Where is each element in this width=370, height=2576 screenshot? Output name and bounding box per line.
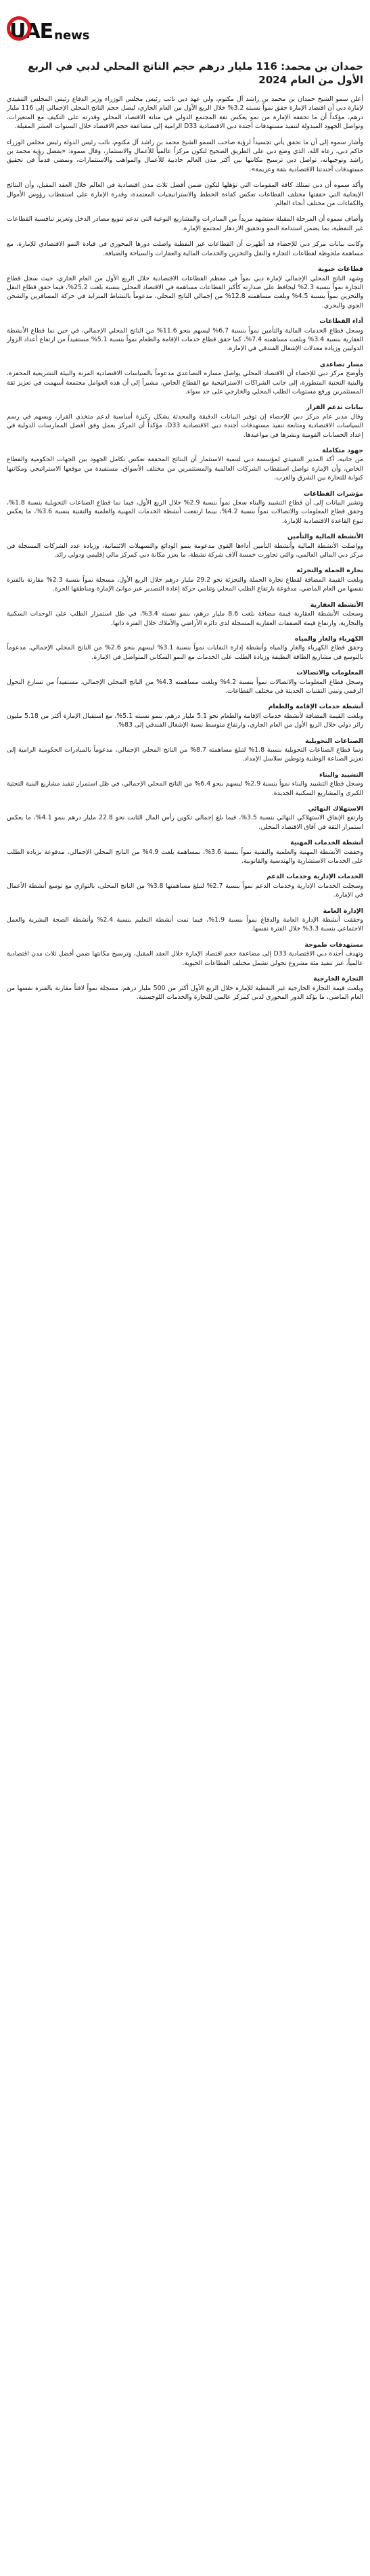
section-subheading: مسار تصاعدي — [319, 360, 363, 368]
section-paragraph: وارتفع الإنفاق الاستهلاكي النهائي بنسبة 3.5%، فيما بلغ إجمالي تكوين رأس المال الثابت نحو 22.8 مليار درهم بنمو 4.1%، ما يعكس استمرار الثقة في آفاق الاقتصاد المحلي. — [7, 814, 363, 831]
section-subheading: المعلومات والاتصالات — [296, 669, 363, 677]
section-subheading: الإدارة العامة — [323, 907, 363, 915]
section-paragraph: وتهدف أجندة دبي الاقتصادية D33 إلى مضاعفة حجم اقتصاد الإمارة خلال العقد المقبل، وترسيخ مكانتها ضمن أفضل ثلاث مدن اقتصادية عالمياً، عبر تنفيذ مئة مشروع تحولي تشمل مختلف القطاعات الحيوية. — [7, 950, 363, 967]
section-subheading: التشييد والبناء — [319, 771, 363, 779]
logo-suffix: news — [54, 28, 90, 43]
section-subheading: مؤشرات القطاعات — [303, 490, 363, 498]
section-paragraph: وسجل قطاع الخدمات المالية والتأمين نمواً بنسبة 6.7% ليسهم بنحو 11.6% من الناتج المحلي الإجمالي، في حين نما قطاع الأنشطة العقارية بنسبة 3.4% وبلغت مساهمته 7.4%، كما حقق قطاع خدمات الإقامة والطعام نمواً بنسبة 5.1% مستفيداً من ارتفاع أعداد الزوار الدوليين وزيادة معدلات الإشغال الفندقي في الإمارة. — [7, 326, 363, 353]
section-subheading: أنشطة خدمات الإقامة والطعام — [268, 703, 363, 711]
section-subheading: أنشطة الخدمات المهنية — [290, 839, 363, 847]
article-paragraph: وكانت بيانات مركز دبي للإحصاء قد أظهرت أن القطاعات غير النفطية واصلت دورها المحوري في قيادة النمو الاقتصادي للإمارة، مع مساهمة ملحوظة لقطاعات التجارة والنقل والتخزين والخدمات المالية والعقارات والسياحة والضيافة. — [7, 240, 363, 257]
section-subheading: تجارة الجملة والتجزئة — [296, 567, 363, 575]
section-paragraph: وسجلت الأنشطة العقارية قيمة مضافة بلغت 8.6 مليار درهم، بنمو نسبته 3.4%، في ظل استمرار الطلب على الوحدات السكنية والتجارية، وارتفاع قيمة الصفقات العقارية المسجلة لدى دائرة الأراضي والأملاك خلال الفترة ذاتها. — [7, 610, 363, 627]
uae-news-logo[interactable] — [7, 16, 90, 43]
section-subheading: الاستهلاك النهائي — [308, 805, 363, 813]
section-paragraph: من جانبه، أكد المدير التنفيذي لمؤسسة دبي لتنمية الاستثمار أن النتائج المحققة تعكس تكامل الجهود بين الجهات الحكومية والقطاع الخاص، وأن الإمارة تواصل استقطاب الشركات العالمية والمستثمرين من مختلف الأسواق، مستفيدة من موقعها الاستراتيجي ومكانتها كبوابة للتجارة بين الشرق والغرب. — [7, 456, 363, 482]
section-subheading: الخدمات الإدارية وخدمات الدعم — [267, 873, 363, 881]
section-paragraph: وأوضح مركز دبي للإحصاء أن الاقتصاد المحلي يواصل مساره التصاعدي مدعوماً بالسياسات الاقتصادية المرنة والبيئة التشريعية المحفزة، والبنية التحتية المتطورة، إلى جانب الشراكات الاستراتيجية مع القطاع الخاص، مشيراً إلى أن هذه العوامل مجتمعة أسهمت في تعزيز ثقة المستثمرين ورفع مستويات الطلب المحلي والخارجي على حد سواء. — [7, 370, 363, 395]
section-subheading: مستهدفات طموحة — [304, 941, 363, 949]
article-body — [7, 95, 363, 1002]
section-paragraph: وحقق قطاع الكهرباء والغاز والمياه وأنشطة إدارة النفايات نمواً بنسبة 3.1% ليسهم بنحو 2.6% من الناتج المحلي الإجمالي، مدعوماً بالتوسع في مشاريع الطاقة النظيفة وزيادة الطلب على الخدمات مع النمو السكاني المتواصل في الإمارة. — [7, 644, 363, 661]
logo-ring-icon — [7, 16, 34, 43]
section-paragraph: وواصلت الأنشطة المالية وأنشطة التأمين أداءها القوي مدعومة بنمو الودائع والتسهيلات الائتمانية، وزيادة عدد الشركات المسجلة في مركز دبي المالي العالمي، والتي تجاوزت خمسة آلاف شركة نشطة، ما يعزز مكانة دبي كمركز مالي إقليمي ودولي رائد. — [7, 542, 363, 559]
section-paragraph: وسجل قطاع التشييد والبناء نمواً بنسبة 2.9% ليسهم بنحو 6.4% من الناتج المحلي الإجمالي، في ظل استمرار تنفيذ مشاريع البنية التحتية الكبرى والمشاريع السكنية الجديدة. — [7, 780, 363, 797]
masthead — [7, 9, 363, 50]
section-subheading: التجارة الخارجية — [313, 975, 363, 983]
section-subheading: أداء القطاعات — [319, 318, 363, 326]
section-subheading: قطاعات حيوية — [317, 265, 363, 274]
section-paragraph: وبلغت القيمة المضافة لأنشطة خدمات الإقامة والطعام نحو 5.1 مليار درهم، بنمو نسبته 5.1%، مع استقبال الإمارة أكثر من 5.18 مليون زائر دولي خلال الربع الأول من العام الجاري، وارتفاع متوسط نسبة الإشغال الفندقي إلى 83%. — [7, 712, 363, 729]
section-subheading: جهود متكاملة — [322, 447, 363, 454]
section-paragraph: وبلغت القيمة المضافة لقطاع تجارة الجملة والتجزئة نحو 29.2 مليار درهم خلال الربع الأول، مسجلة نمواً بنسبة 2.3% مقارنة بالفترة نفسها من العام الماضي، مدفوعة بارتفاع الطلب المحلي وتنامي حركة إعادة التصدير عبر موانئ الإمارة ومناطقها الحرة. — [7, 576, 363, 593]
article-paragraph: وأشار سموه إلى أن ما تحقق يأتي تجسيداً لرؤية صاحب السمو الشيخ محمد بن راشد آل مكتوم، نائب رئيس الدولة رئيس مجلس الوزراء حاكم دبي، رعاه الله، الذي وضع دبي على الطريق الصحيح لتكون مركزاً عالمياً للأعمال والاستثمار، وقال سموه: «بفضل رؤية محمد بن راشد وتوجيهاته، تواصل دبي ترسيخ مكانتها بين أكثر مدن العالم جاذبية للأعمال والمواهب والاستثمارات، ونمضي قدماً في تحقيق مستهدفات أجندتنا الاقتصادية بثقة وعزيمة». — [7, 138, 363, 173]
article-paragraph: وأكد سموه أن دبي تمتلك كافة المقومات التي تؤهلها لتكون ضمن أفضل ثلاث مدن اقتصادية في العالم خلال العقد المقبل، وأن النتائج الإيجابية التي حققتها مختلف القطاعات تعكس كفاءة الخطط والاستراتيجيات المعتمدة، وقدرة الإمارة على استقطاب رؤوس الأموال والكفاءات من مختلف أنحاء العالم. — [7, 181, 363, 208]
section-paragraph: وشهد الناتج المحلي الإجمالي لإمارة دبي نمواً في معظم القطاعات الاقتصادية خلال الربع الأول من العام الجاري، حيث سجل قطاع التجارة نمواً بنسبة 2.3% ليحافظ على صدارته كأكبر القطاعات مساهمة في الاقتصاد المحلي بنسبة بلغت 25.2%، فيما حقق قطاع النقل والتخزين نمواً بنسبة 4.5% وبلغت مساهمته 12.8% من إجمالي الناتج المحلي، مدعوماً بالنشاط المتزايد في حركة المسافرين والشحن الجوي والبحري. — [7, 274, 363, 309]
section-paragraph: وتشير البيانات إلى أن قطاع التشييد والبناء سجل نمواً بنسبة 2.9% خلال الربع الأول، فيما نما قطاع الصناعات التحويلية بنسبة 1.8%، وحقق قطاع المعلومات والاتصالات نمواً بنسبة 4.2%، بينما ارتفعت أنشطة الخدمات المهنية والعلمية والتقنية بنسبة 3.6%، ما يعكس تنوع القاعدة الاقتصادية للإمارة. — [7, 499, 363, 525]
article-paragraph: أعلن سمو الشيخ حمدان بن محمد بن راشد آل مكتوم، ولي عهد دبي نائب رئيس مجلس الوزراء وزير الدفاع رئيس المجلس التنفيذي لإمارة دبي أن اقتصاد الإمارة حقق نمواً نسبته 3.2% خلال الربع الأول من العام الجاري، ليصل حجم الناتج المحلي الإجمالي إلى 116 مليار درهم، مؤكداً أن ما تحققه الإمارة من نمو يعكس ثقة المجتمع الدولي في متانة الاقتصاد المحلي وقدرته على التكيف مع المتغيرات، وتواصل الجهود المبذولة لتنفيذ مستهدفات أجندة دبي الاقتصادية D33 الرامية إلى مضاعفة حجم الاقتصاد خلال السنوات العشر المقبلة. — [7, 95, 363, 131]
section-subheading: الأنشطة العقارية — [310, 601, 363, 609]
section-paragraph: وقال مدير عام مركز دبي للإحصاء إن توفير البيانات الدقيقة والمحدثة يشكل ركيزة أساسية لدعم متخذي القرار، ويسهم في رسم السياسات الاقتصادية ومتابعة تنفيذ مستهدفات أجندة دبي الاقتصادية D33، مؤكداً أن المركز يعمل وفق أفضل الممارسات الدولية في إعداد الحسابات القومية ونشرها في مواعيدها. — [7, 412, 363, 439]
section-subheading: بيانات تدعم القرار — [306, 404, 363, 412]
section-subheading: الأنشطة المالية والتأمين — [287, 533, 363, 541]
section-paragraph: وبلغت قيمة التجارة الخارجية غير النفطية للإمارة خلال الربع الأول أكثر من 500 مليار درهم، مسجلة نمواً لافتاً مقارنة بالفترة نفسها من العام الماضي، ما يؤكد الدور المحوري لدبي كمركز عالمي للتجارة والخدمات اللوجستية. — [7, 984, 363, 1001]
logo-text: UAE — [9, 20, 53, 43]
section-paragraph: وحققت الأنشطة المهنية والعلمية والتقنية نمواً بنسبة 3.6%، بمساهمة بلغت 4.9% من الناتج المحلي الإجمالي، مدفوعة بزيادة الطلب على الخدمات الاستشارية والهندسية والقانونية. — [7, 848, 363, 865]
section-subheading: الكهرباء والغاز والمياه — [294, 635, 363, 643]
section-paragraph: وحققت أنشطة الإدارة العامة والدفاع نمواً بنسبة 1.9%، فيما نمت أنشطة التعليم بنسبة 2.4% وأنشطة الصحة البشرية والعمل الاجتماعي بنسبة 3.3% خلال الفترة نفسها. — [7, 916, 363, 933]
article-page — [0, 0, 370, 1022]
article-paragraph: وأضاف سموه أن المرحلة المقبلة ستشهد مزيداً من المبادرات والمشاريع النوعية التي تدعم تنويع مصادر الدخل وتعزيز تنافسية القطاعات غير النفطية، بما يضمن استدامة النمو وتحقيق الازدهار لمجتمع الإمارة. — [7, 215, 363, 232]
article-headline: حمدان بن محمد: 116 مليار درهم حجم الناتج المحلي لدبي في الربع الأول من العام 2024 — [28, 60, 363, 86]
section-paragraph: وسجلت الخدمات الإدارية وخدمات الدعم نمواً بنسبة 2.7% لتبلغ مساهمتها 3.8% من الناتج المحلي، بالتوازي مع توسع أنشطة الأعمال في الإمارة. — [7, 882, 363, 899]
section-paragraph: وسجل قطاع المعلومات والاتصالات نمواً بنسبة 4.2% وبلغت مساهمته 4.3% من الناتج المحلي الإجمالي، مستفيداً من تسارع التحول الرقمي وتبني التقنيات الحديثة في مختلف القطاعات. — [7, 678, 363, 695]
section-paragraph: ونما قطاع الصناعات التحويلية بنسبة 1.8% لتبلغ مساهمته 8.7% من الناتج المحلي الإجمالي، مدعوماً بالمبادرات الحكومية الرامية إلى تعزيز الصناعة الوطنية وتوطين سلاسل الإمداد. — [7, 746, 363, 763]
section-subheading: الصناعات التحويلية — [305, 737, 363, 745]
